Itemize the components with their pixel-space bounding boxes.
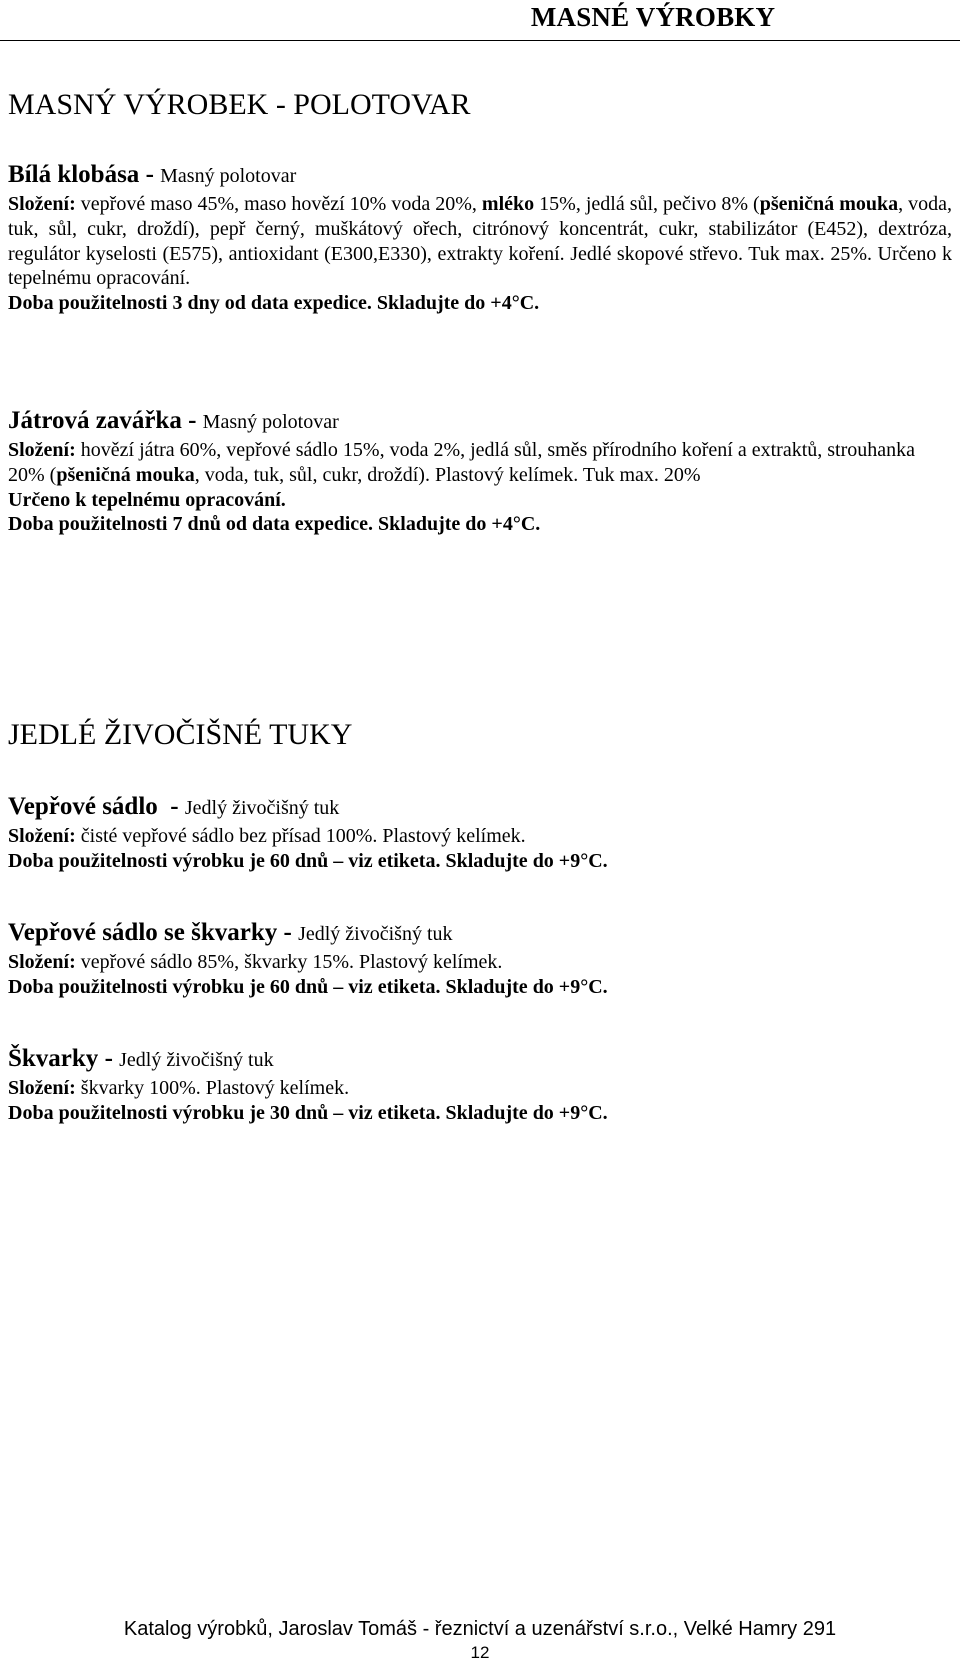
shelf-life: Doba použitelnosti výrobku je 60 dnů – viz etiketa. Skladujte do +9°C. (8, 975, 608, 998)
page-number: 12 (470, 1643, 490, 1662)
shelf-life: Doba použitelnosti výrobku je 30 dnů – viz etiketa. Skladujte do +9°C. (8, 1101, 608, 1124)
shelf-life: Doba použitelnosti 3 dny od data expedice. Skladujte do +4°C. (8, 292, 540, 315)
product-name: Vepřové sádlo (8, 793, 158, 820)
product-composition (8, 824, 952, 849)
shelf-life: Doba použitelnosti 7 dnů od data expedice. Skladujte do +4°C. (8, 513, 541, 536)
product-jatrova-zavarka (8, 404, 952, 537)
product-category: Masný polotovar (160, 165, 297, 187)
product-category: Jedlý živočišný tuk (119, 1049, 274, 1071)
composition-label: Složení: (8, 951, 76, 973)
product-bila-klobasa (8, 158, 952, 316)
page-footer (0, 1617, 960, 1665)
composition-text: čisté vepřové sádlo bez přísad 100%. Plastový kelímek. (75, 825, 526, 847)
name-separator: - (157, 793, 185, 820)
composition-label: Složení: (8, 1077, 76, 1099)
footer-text: Katalog výrobků, Jaroslav Tomáš - řeznictví a uzenářství s.r.o., Velké Hamry 291 (123, 1618, 837, 1640)
section-heading: MASNÝ VÝROBEK - POLOTOVAR (8, 88, 471, 121)
page-header (0, 0, 960, 41)
product-composition (8, 950, 952, 975)
product-name: Játrová zavářka (8, 407, 182, 434)
product-skvarky (8, 1042, 952, 1126)
product-name: Škvarky (8, 1045, 99, 1072)
composition-text: škvarky 100%. Plastový kelímek. (75, 1077, 350, 1099)
composition-text: 15%, jedlá sůl, pečivo 8% ( (534, 193, 760, 215)
section-heading: JEDLÉ ŽIVOČIŠNÉ TUKY (8, 718, 353, 751)
product-veprove-sadlo-se-skvarky (8, 916, 952, 1000)
product-composition (8, 192, 952, 291)
allergen: pšeničná mouka (759, 193, 899, 215)
product-veprove-sadlo (8, 790, 952, 874)
product-composition (8, 438, 952, 488)
composition-text: vepřové maso 45%, maso hovězí 10% voda 20%, (75, 193, 482, 215)
product-category: Jedlý živočišný tuk (184, 797, 340, 819)
composition-label: Složení: (8, 193, 76, 215)
allergen: pšeničná mouka (56, 463, 195, 486)
name-separator: - (98, 1045, 120, 1072)
product-category: Masný polotovar (202, 411, 339, 433)
product-name: Vepřové sádlo se škvarky (8, 919, 278, 946)
composition-label: Složení: (8, 825, 76, 847)
product-category: Jedlý živočišný tuk (298, 923, 453, 945)
composition-text: hovězí játra 60%, vepřové sádlo 15%, voda 2%, jedlá sůl, směs přírodního koření a extraktů, strouhanka 20% ( (8, 439, 915, 486)
product-composition (8, 1076, 952, 1101)
product-name: Bílá klobása (8, 161, 140, 188)
composition-text: , voda, tuk, sůl, cukr, droždí), pepř černý, muškátový ořech, citrónový koncentrát, cukr, stabilizátor (E452), dextróza, regulátor kyselosti (E575), antioxidant (E300,E330), extrakty koření. Jedlé skopové střevo. Tuk max. 25%. Určeno k tepelnému opracování. (8, 193, 952, 290)
name-separator: - (277, 919, 299, 946)
composition-text: , voda, tuk, sůl, cukr, droždí). Plastový kelímek. Tuk max. 20% (194, 463, 701, 486)
page-title: MASNÉ VÝROBKY (530, 2, 776, 32)
name-separator: - (139, 161, 161, 188)
product-note: Určeno k tepelnému opracování. (8, 488, 286, 511)
shelf-life: Doba použitelnosti výrobku je 60 dnů – viz etiketa. Skladujte do +9°C. (8, 849, 608, 872)
allergen: mléko (481, 193, 535, 215)
composition-text: vepřové sádlo 85%, škvarky 15%. Plastový kelímek. (75, 951, 503, 973)
composition-label: Složení: (8, 439, 76, 461)
name-separator: - (181, 407, 203, 434)
